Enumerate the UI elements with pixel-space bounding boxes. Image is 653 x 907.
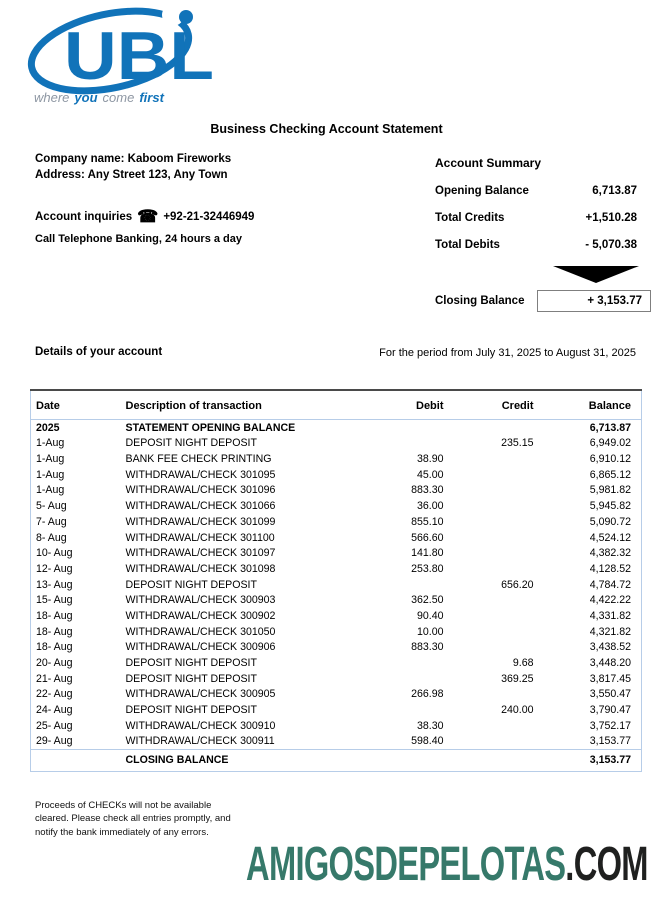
- cell-debit: 90.40: [416, 609, 444, 622]
- cell-date: 1-Aug: [36, 484, 65, 497]
- cell-balance: 3,153.77: [589, 735, 631, 748]
- cell-debit: [346, 750, 452, 771]
- tagline-word: where: [34, 90, 70, 105]
- triangle-down-icon: [553, 266, 639, 283]
- cell-balance: 6,713.87: [589, 421, 631, 434]
- cell-description: WITHDRAWAL/CHECK 300910: [125, 719, 276, 732]
- cell-date: 18- Aug: [36, 641, 73, 654]
- cell-date: 25- Aug: [36, 719, 73, 732]
- cell-credit: [452, 420, 542, 436]
- cell-description: DEPOSIT NIGHT DEPOSIT: [125, 672, 257, 685]
- cell-debit: [346, 577, 452, 593]
- cell-debit: 266.98: [411, 688, 444, 701]
- cell-description: WITHDRAWAL/CHECK 300903: [125, 594, 276, 607]
- cell-balance: 3,438.52: [589, 641, 631, 654]
- table-row: [31, 655, 642, 671]
- cell-debit: 598.40: [411, 735, 444, 748]
- cell-description: WITHDRAWAL/CHECK 300905: [125, 688, 276, 701]
- cell-balance: 3,550.47: [589, 688, 631, 701]
- cell-balance: 3,752.17: [589, 719, 631, 732]
- cell-date: 15- Aug: [36, 594, 73, 607]
- table-row: [31, 436, 642, 452]
- table-row: [31, 734, 642, 750]
- cell-date: 13- Aug: [36, 578, 73, 591]
- cell-debit: 883.30: [411, 484, 444, 497]
- summary-label: Total Debits: [435, 239, 500, 251]
- table-row: [31, 702, 642, 718]
- phone-icon: ☎: [137, 207, 159, 226]
- cell-description: WITHDRAWAL/CHECK 300906: [125, 641, 276, 654]
- tagline-word: first: [139, 90, 164, 105]
- table-row: [31, 577, 642, 593]
- cell-balance: 4,784.72: [589, 578, 631, 591]
- cell-debit: 45.00: [416, 468, 444, 481]
- cell-debit: [346, 436, 452, 452]
- account-inquiries-line: [35, 207, 254, 227]
- cell-date: 29- Aug: [36, 735, 73, 748]
- footer-note: Proceeds of CHECKs will not be available cleared. Please check all entries promptly, and notify the bank immediately of any errors.: [35, 800, 231, 838]
- cell-date: 5- Aug: [36, 500, 67, 513]
- cell-description: WITHDRAWAL/CHECK 301095: [125, 468, 276, 481]
- cell-debit: [346, 702, 452, 718]
- details-heading: Details of your account: [35, 346, 163, 358]
- cell-balance: 3,817.45: [589, 672, 631, 685]
- cell-description: DEPOSIT NIGHT DEPOSIT: [125, 437, 257, 450]
- cell-credit: 656.20: [501, 578, 534, 591]
- cell-date: 20- Aug: [36, 657, 73, 669]
- cell-description: CLOSING BALANCE: [121, 750, 346, 771]
- telebanking-note: Call Telephone Banking, 24 hours a day: [35, 233, 243, 245]
- cell-balance: 3,448.20: [589, 657, 631, 669]
- cell-description: DEPOSIT NIGHT DEPOSIT: [125, 657, 257, 669]
- statement-period: For the period from July 31, 2025 to August 31, 2025: [379, 347, 636, 359]
- company-name-line: Company name: Kaboom Fireworks: [35, 153, 232, 165]
- table-row: [31, 530, 642, 546]
- cell-date: [31, 750, 121, 771]
- cell-debit: 10.00: [416, 625, 444, 638]
- table-row: [31, 671, 642, 687]
- cell-description: STATEMENT OPENING BALANCE: [125, 421, 296, 434]
- summary-value: 6,713.87: [592, 185, 637, 197]
- cell-date: 8- Aug: [36, 531, 67, 544]
- cell-credit: [452, 608, 542, 624]
- table-row: [31, 640, 642, 656]
- cell-credit: [452, 640, 542, 656]
- cell-description: WITHDRAWAL/CHECK 301100: [125, 531, 275, 544]
- summary-value: +1,510.28: [585, 212, 637, 224]
- cell-date: 22- Aug: [36, 688, 73, 701]
- cell-credit: [452, 514, 542, 530]
- header-balance: Balance: [542, 390, 642, 420]
- cell-balance: 4,128.52: [589, 562, 631, 575]
- cell-description: WITHDRAWAL/CHECK 301066: [125, 500, 276, 513]
- cell-balance: 4,422.22: [589, 594, 631, 607]
- watermark-name: AMIGOSDEPELOTAS: [246, 838, 566, 891]
- table-row: [31, 750, 642, 771]
- cell-balance: 6,865.12: [589, 468, 631, 481]
- table-row: [31, 624, 642, 640]
- table-row: [31, 718, 642, 734]
- header-credit: Credit: [452, 390, 542, 420]
- cell-credit: 369.25: [501, 672, 534, 685]
- table-header-row: [31, 390, 642, 420]
- cell-date: 2025: [36, 421, 60, 434]
- table-row: [31, 546, 642, 562]
- cell-date: 21- Aug: [36, 672, 73, 685]
- cell-balance: 4,331.82: [589, 609, 631, 622]
- cell-credit: [452, 734, 542, 750]
- cell-debit: [346, 655, 452, 671]
- cell-credit: [452, 624, 542, 640]
- address-line: Address: Any Street 123, Any Town: [35, 169, 228, 181]
- cell-date: 12- Aug: [36, 562, 73, 575]
- cell-credit: 240.00: [501, 704, 534, 717]
- cell-date: 18- Aug: [36, 625, 73, 638]
- summary-row-debits: [435, 239, 651, 251]
- account-summary: [435, 156, 651, 312]
- header-debit: Debit: [346, 390, 452, 420]
- cell-date: 10- Aug: [36, 547, 73, 560]
- table-row: [31, 687, 642, 703]
- summary-value: - 5,070.38: [585, 239, 637, 251]
- cell-date: 18- Aug: [36, 609, 73, 622]
- cell-description: WITHDRAWAL/CHECK 301096: [125, 484, 276, 497]
- cell-balance: 3,790.47: [589, 704, 631, 717]
- cell-balance: 4,524.12: [589, 531, 631, 544]
- header-date: Date: [31, 390, 121, 420]
- summary-label: Opening Balance: [435, 185, 529, 197]
- cell-date: 24- Aug: [36, 704, 73, 717]
- cell-debit: [346, 420, 452, 436]
- table-row: [31, 608, 642, 624]
- tagline-word: you: [74, 90, 98, 105]
- cell-description: BANK FEE CHECK PRINTING: [125, 453, 272, 466]
- inquiries-label: Account inquiries: [35, 211, 133, 223]
- logo-text: UBL: [64, 18, 214, 94]
- cell-debit: 362.50: [411, 594, 444, 607]
- cell-description: WITHDRAWAL/CHECK 300911: [125, 735, 275, 748]
- summary-row-closing: [435, 290, 651, 312]
- cell-credit: [452, 451, 542, 467]
- cell-debit: 855.10: [411, 515, 444, 528]
- watermark-suffix: .COM: [565, 838, 648, 891]
- cell-description: DEPOSIT NIGHT DEPOSIT: [125, 578, 257, 591]
- cell-description: DEPOSIT NIGHT DEPOSIT: [125, 704, 257, 717]
- cell-debit: 38.30: [416, 719, 444, 732]
- header-description: Description of transaction: [121, 390, 346, 420]
- cell-credit: [452, 498, 542, 514]
- cell-debit: 883.30: [411, 641, 444, 654]
- summary-row-credits: [435, 212, 651, 224]
- cell-date: 1-Aug: [36, 437, 65, 450]
- table-row: [31, 451, 642, 467]
- cell-credit: [452, 750, 542, 771]
- closing-balance-label: Closing Balance: [435, 295, 525, 307]
- cell-credit: 9.68: [512, 657, 534, 669]
- cell-credit: [452, 593, 542, 609]
- cell-credit: [452, 530, 542, 546]
- statement-title: Business Checking Account Statement: [210, 122, 443, 136]
- logo-tagline: [34, 90, 169, 105]
- cell-credit: [452, 687, 542, 703]
- cell-credit: 235.15: [501, 437, 534, 450]
- customer-info: [35, 151, 231, 183]
- table-row: [31, 467, 642, 483]
- inquiries-phone: +92-21-32446949: [163, 211, 255, 223]
- table-row: [31, 420, 642, 436]
- cell-description: WITHDRAWAL/CHECK 301099: [125, 515, 276, 528]
- table-row: [31, 498, 642, 514]
- cell-debit: [346, 671, 452, 687]
- ubl-logo-mark: [26, 6, 236, 92]
- cell-credit: [452, 561, 542, 577]
- cell-credit: [452, 546, 542, 562]
- cell-balance: 5,090.72: [589, 515, 631, 528]
- cell-credit: [452, 467, 542, 483]
- cell-balance: 6,910.12: [589, 453, 631, 466]
- table-row: [31, 561, 642, 577]
- summary-heading: Account Summary: [435, 156, 542, 170]
- cell-balance: 3,153.77: [542, 750, 642, 771]
- closing-balance-value: + 3,153.77: [537, 290, 651, 312]
- tagline-word: come: [102, 90, 135, 105]
- cell-debit: 38.90: [416, 453, 444, 466]
- transactions-table: [30, 389, 642, 772]
- cell-date: 7- Aug: [36, 515, 67, 528]
- watermark: [246, 837, 648, 892]
- summary-label: Total Credits: [435, 212, 505, 224]
- cell-balance: 4,321.82: [589, 625, 631, 638]
- cell-balance: 4,382.32: [589, 547, 631, 560]
- cell-debit: 253.80: [411, 562, 444, 575]
- table-row: [31, 514, 642, 530]
- cell-debit: 141.80: [411, 547, 444, 560]
- cell-description: WITHDRAWAL/CHECK 301098: [125, 562, 276, 575]
- table-row: [31, 593, 642, 609]
- transactions-body: [31, 420, 642, 772]
- summary-row-opening: [435, 185, 651, 197]
- cell-description: WITHDRAWAL/CHECK 301097: [125, 547, 276, 560]
- cell-balance: 5,945.82: [589, 500, 631, 513]
- ubl-logo: [26, 6, 236, 92]
- cell-credit: [452, 718, 542, 734]
- table-row: [31, 483, 642, 499]
- cell-description: WITHDRAWAL/CHECK 300902: [125, 609, 276, 622]
- cell-debit: 36.00: [416, 500, 444, 513]
- cell-date: 1-Aug: [36, 468, 65, 481]
- cell-credit: [452, 483, 542, 499]
- cell-debit: 566.60: [411, 531, 444, 544]
- cell-balance: 6,949.02: [589, 437, 631, 450]
- cell-description: WITHDRAWAL/CHECK 301050: [125, 625, 276, 638]
- cell-date: 1-Aug: [36, 453, 65, 466]
- cell-balance: 5,981.82: [589, 484, 631, 497]
